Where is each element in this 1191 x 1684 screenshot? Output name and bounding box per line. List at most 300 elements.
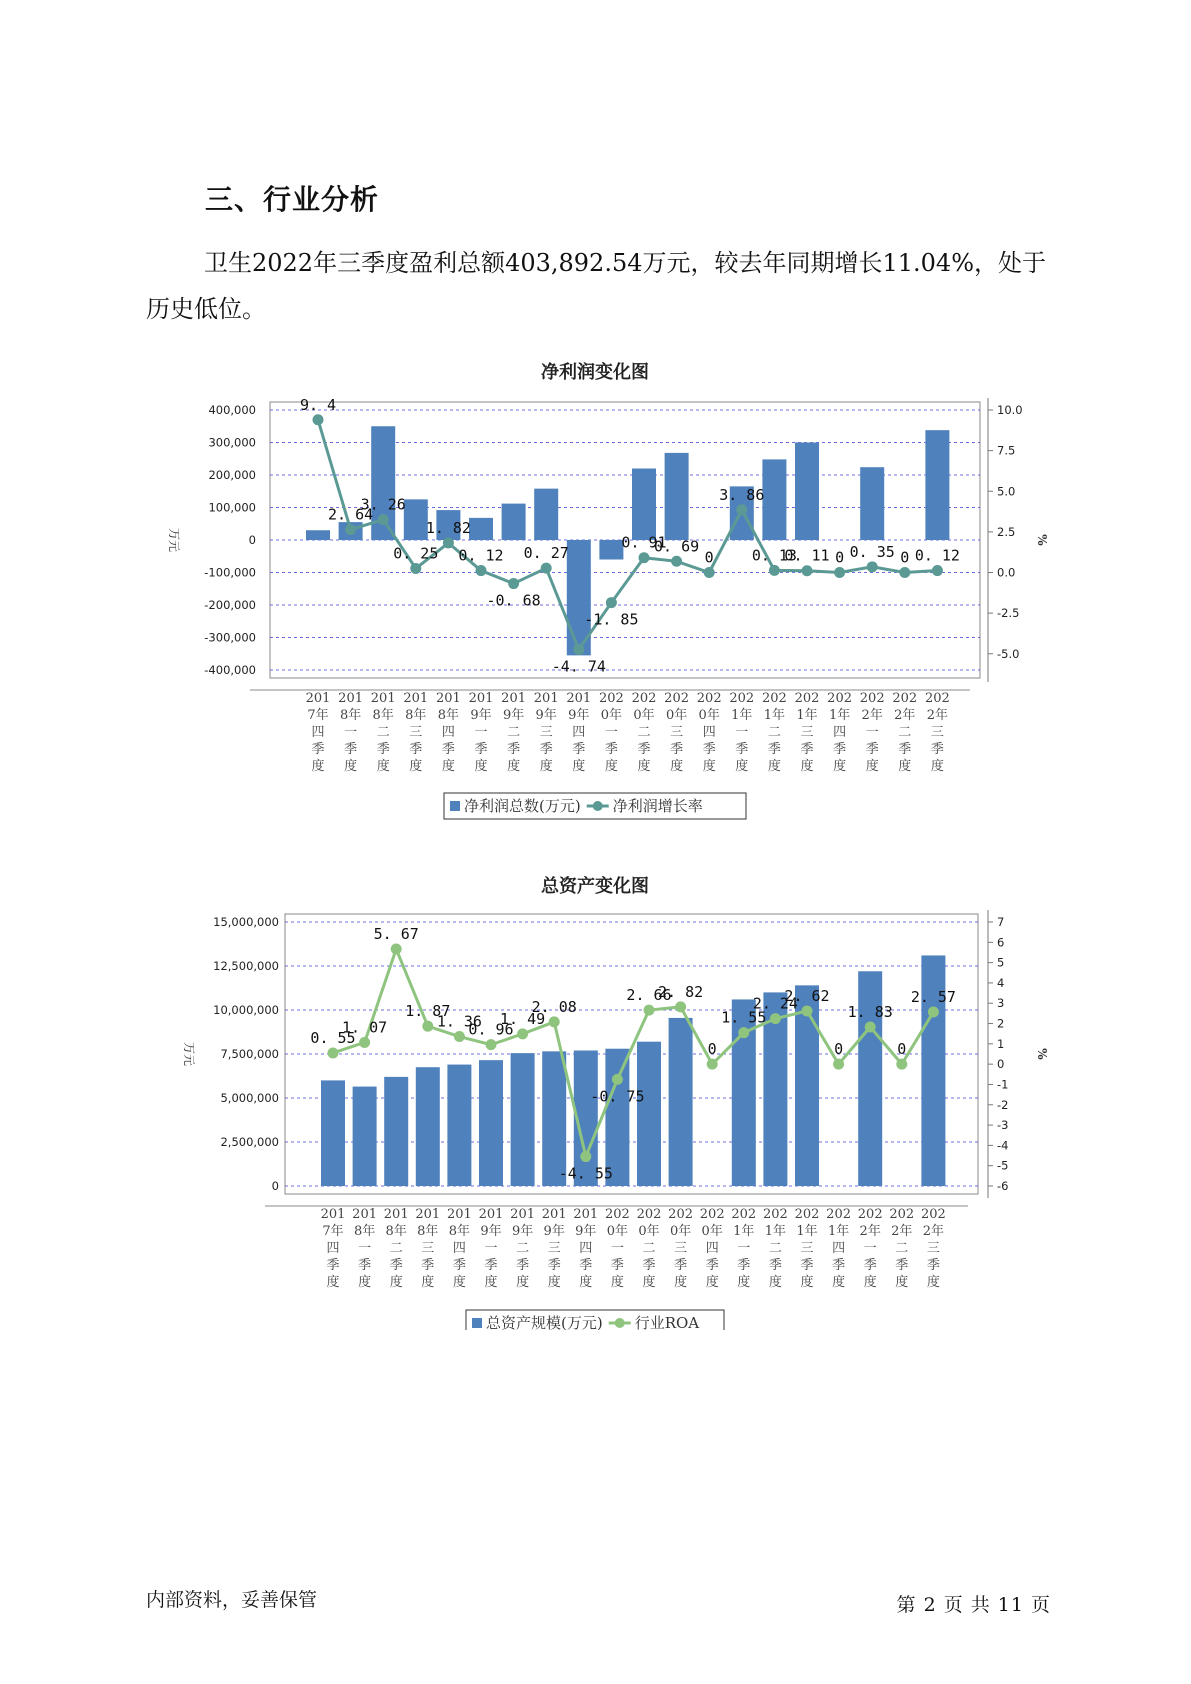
x-tick-label: 季 bbox=[516, 1258, 530, 1273]
x-tick-label: 二 bbox=[516, 1241, 530, 1256]
x-tick-label: 2年 bbox=[891, 1224, 913, 1239]
y-tick-label: 12,500,000 bbox=[213, 959, 279, 973]
line-point bbox=[707, 1059, 718, 1070]
x-tick-label: 季 bbox=[767, 742, 781, 757]
bar bbox=[384, 1077, 408, 1186]
bar bbox=[632, 469, 656, 541]
x-tick-label: 201 bbox=[320, 1207, 346, 1222]
y-tick-label: -200,000 bbox=[204, 598, 256, 612]
bar bbox=[321, 1080, 345, 1186]
x-tick-label: 季 bbox=[358, 1258, 372, 1273]
chart-title: 净利润变化图 bbox=[541, 362, 649, 383]
x-tick-label: 2年 bbox=[861, 708, 883, 723]
x-tick-label: 度 bbox=[452, 1275, 466, 1290]
x-tick-label: 季 bbox=[484, 1258, 498, 1273]
x-tick-label: 季 bbox=[926, 1258, 940, 1273]
chart-svg bbox=[0, 860, 1191, 1330]
data-label: 2. 64 bbox=[328, 505, 374, 524]
x-tick-label: 度 bbox=[737, 1275, 751, 1290]
bar bbox=[534, 489, 558, 540]
x-tick-label: 202 bbox=[729, 691, 755, 706]
x-tick-label: 度 bbox=[610, 1275, 624, 1290]
y-tick-label: 100,000 bbox=[208, 500, 256, 515]
x-tick-label: 8年 bbox=[353, 1224, 376, 1239]
data-label: 1. 36 bbox=[436, 1012, 482, 1031]
x-tick-label: 202 bbox=[631, 691, 657, 706]
x-tick-label: 季 bbox=[674, 1258, 688, 1273]
x-tick-label: 季 bbox=[832, 1258, 846, 1273]
y2-tick-label: -6 bbox=[997, 1179, 1009, 1193]
x-tick-label: 0年 bbox=[701, 1224, 723, 1239]
x-tick-label: 度 bbox=[389, 1275, 403, 1290]
x-tick-label: 度 bbox=[930, 759, 944, 774]
x-tick-label: 季 bbox=[898, 742, 912, 757]
y-tick-label: 300,000 bbox=[208, 435, 256, 450]
bar bbox=[599, 540, 623, 560]
x-tick-label: 度 bbox=[516, 1275, 530, 1290]
x-tick-label: 度 bbox=[642, 1275, 656, 1290]
x-tick-label: 一 bbox=[484, 1241, 498, 1256]
x-tick-label: 度 bbox=[800, 759, 814, 774]
x-tick-label: 季 bbox=[409, 742, 423, 757]
data-label: 2. 57 bbox=[910, 987, 956, 1006]
x-tick-label: 度 bbox=[832, 1275, 846, 1290]
x-tick-label: 度 bbox=[735, 759, 749, 774]
data-label: 0. 13 bbox=[751, 546, 797, 565]
line-point bbox=[476, 565, 487, 576]
x-tick-label: 季 bbox=[326, 1258, 340, 1273]
x-tick-label: 二 bbox=[895, 1241, 909, 1256]
x-tick-label: 季 bbox=[344, 742, 358, 757]
x-tick-label: 度 bbox=[705, 1275, 719, 1290]
x-tick-label: 季 bbox=[376, 742, 390, 757]
y2-tick-label: -1 bbox=[997, 1077, 1009, 1092]
x-tick-label: 一 bbox=[358, 1241, 372, 1256]
x-tick-label: 度 bbox=[833, 759, 847, 774]
x-tick-label: 度 bbox=[768, 1275, 782, 1290]
bar bbox=[795, 443, 819, 541]
y-tick-label: 2,500,000 bbox=[220, 1135, 279, 1149]
x-tick-label: 季 bbox=[452, 1258, 466, 1273]
x-tick-label: 四 bbox=[579, 1241, 593, 1256]
x-tick-label: 四 bbox=[326, 1241, 340, 1256]
data-label: 3. 86 bbox=[719, 485, 765, 504]
footer-confidential: 内部资料，妥善保管 bbox=[146, 1589, 318, 1611]
y2-axis-label: % bbox=[1035, 1048, 1049, 1060]
data-label: 1. 83 bbox=[847, 1002, 893, 1021]
x-tick-label: 202 bbox=[892, 691, 918, 706]
x-tick-label: 202 bbox=[636, 1207, 662, 1222]
y2-tick-label: 4 bbox=[997, 975, 1005, 990]
bar bbox=[511, 1053, 535, 1186]
data-label: 0. 96 bbox=[468, 1020, 514, 1039]
x-tick-label: 1年 bbox=[763, 708, 786, 723]
x-tick-label: 201 bbox=[305, 691, 331, 706]
x-tick-label: 季 bbox=[800, 742, 814, 757]
x-tick-label: 季 bbox=[441, 742, 455, 757]
x-tick-label: 201 bbox=[383, 1207, 409, 1222]
line-point bbox=[736, 504, 747, 515]
x-tick-label: 0年 bbox=[633, 708, 655, 723]
x-tick-label: 二 bbox=[767, 725, 781, 740]
line-point bbox=[738, 1027, 749, 1038]
x-tick-label: 二 bbox=[637, 725, 651, 740]
x-tick-label: 8年 bbox=[372, 708, 394, 723]
y2-tick-label: -5 bbox=[997, 1158, 1009, 1173]
legend-bar-swatch bbox=[450, 801, 460, 811]
line-point bbox=[644, 1005, 655, 1016]
x-tick-label: 度 bbox=[409, 759, 423, 774]
data-label: 0 bbox=[704, 548, 714, 567]
bar bbox=[479, 1060, 503, 1186]
total-assets-chart bbox=[0, 860, 1191, 1330]
x-tick-label: 7年 bbox=[307, 708, 329, 723]
section-title: 三、行业分析 bbox=[205, 183, 380, 216]
data-label: 1. 55 bbox=[721, 1008, 767, 1027]
data-label: -4. 74 bbox=[551, 657, 606, 676]
x-tick-label: 0年 bbox=[698, 708, 720, 723]
x-tick-label: 201 bbox=[501, 691, 527, 706]
x-tick-label: 9年 bbox=[470, 708, 492, 723]
x-tick-label: 0年 bbox=[606, 1224, 629, 1239]
x-tick-label: 一 bbox=[344, 725, 358, 740]
data-label: 0 bbox=[834, 1040, 844, 1059]
y-tick-label: -400,000 bbox=[204, 663, 256, 677]
bar bbox=[306, 530, 330, 540]
x-tick-label: 二 bbox=[642, 1241, 656, 1256]
x-tick-label: 度 bbox=[311, 759, 325, 774]
x-tick-label: 202 bbox=[664, 691, 690, 706]
x-tick-label: 度 bbox=[895, 1275, 909, 1290]
x-tick-label: 201 bbox=[338, 691, 364, 706]
y2-axis-label: % bbox=[1035, 534, 1049, 546]
x-tick-label: 202 bbox=[857, 1207, 883, 1222]
legend-bar-swatch bbox=[472, 1318, 482, 1328]
x-tick-label: 8年 bbox=[437, 708, 460, 723]
y-axis-label: 万元 bbox=[167, 527, 181, 553]
x-tick-label: 季 bbox=[421, 1258, 435, 1273]
bar bbox=[860, 467, 884, 540]
line-point bbox=[486, 1039, 497, 1050]
x-tick-label: 度 bbox=[604, 759, 618, 774]
x-tick-label: 度 bbox=[376, 759, 390, 774]
y-tick-label: 400,000 bbox=[208, 403, 256, 417]
x-tick-label: 度 bbox=[898, 759, 912, 774]
y-tick-label: 10,000,000 bbox=[213, 1003, 279, 1017]
x-tick-label: 1年 bbox=[764, 1224, 787, 1239]
x-tick-label: 2年 bbox=[922, 1224, 945, 1239]
x-tick-label: 度 bbox=[702, 759, 716, 774]
x-tick-label: 三 bbox=[409, 725, 423, 740]
x-tick-label: 8年 bbox=[417, 1224, 439, 1239]
y2-tick-label: 6 bbox=[997, 935, 1005, 950]
data-label: 2. 66 bbox=[626, 986, 672, 1005]
x-tick-label: 季 bbox=[833, 742, 847, 757]
line-point bbox=[508, 578, 519, 589]
y2-tick-label: -5.0 bbox=[997, 646, 1020, 661]
x-tick-label: 四 bbox=[833, 725, 847, 740]
bar bbox=[469, 518, 493, 540]
x-tick-label: 季 bbox=[863, 1258, 877, 1273]
data-label: 9. 4 bbox=[299, 395, 337, 414]
x-tick-label: 季 bbox=[670, 742, 684, 757]
x-tick-label: 二 bbox=[507, 725, 521, 740]
x-tick-label: 二 bbox=[768, 1241, 782, 1256]
x-tick-label: 202 bbox=[889, 1207, 915, 1222]
line-point bbox=[867, 561, 878, 572]
data-label: 5. 67 bbox=[373, 925, 419, 944]
data-label: 0 bbox=[707, 1040, 717, 1059]
x-tick-label: 季 bbox=[895, 1258, 909, 1273]
bar bbox=[447, 1065, 471, 1186]
bar bbox=[665, 453, 689, 540]
line-point bbox=[454, 1031, 465, 1042]
x-tick-label: 9年 bbox=[575, 1224, 597, 1239]
x-tick-label: 季 bbox=[474, 742, 488, 757]
y2-tick-label: 0 bbox=[997, 1057, 1005, 1072]
data-label: 0. 12 bbox=[458, 546, 504, 565]
data-label: 0 bbox=[897, 1040, 907, 1059]
x-tick-label: 度 bbox=[767, 759, 781, 774]
x-tick-label: 季 bbox=[702, 742, 716, 757]
data-label: 2. 82 bbox=[658, 982, 704, 1001]
x-tick-label: 度 bbox=[926, 1275, 940, 1290]
data-label: -0. 68 bbox=[486, 591, 541, 610]
y2-tick-label: -2 bbox=[997, 1097, 1009, 1112]
x-tick-label: 202 bbox=[696, 691, 722, 706]
legend-line-marker bbox=[615, 1318, 625, 1328]
line-point bbox=[410, 563, 421, 574]
y2-tick-label: 5 bbox=[997, 955, 1005, 970]
x-tick-label: 201 bbox=[370, 691, 396, 706]
x-tick-label: 季 bbox=[735, 742, 749, 757]
x-tick-label: 度 bbox=[539, 759, 553, 774]
legend-bar-label: 总资产规模(万元) bbox=[486, 1314, 603, 1330]
y2-tick-label: 1 bbox=[997, 1036, 1005, 1051]
data-label: -0. 75 bbox=[590, 1087, 645, 1106]
chart-svg bbox=[0, 350, 1191, 820]
bar bbox=[762, 459, 786, 540]
line-point bbox=[834, 567, 845, 578]
x-tick-label: 度 bbox=[441, 759, 455, 774]
line-point bbox=[833, 1059, 844, 1070]
x-tick-label: 9年 bbox=[502, 708, 525, 723]
x-tick-label: 9年 bbox=[535, 708, 557, 723]
x-tick-label: 1年 bbox=[731, 708, 753, 723]
net-profit-chart bbox=[0, 350, 1191, 820]
x-tick-label: 一 bbox=[610, 1241, 624, 1256]
x-tick-label: 0年 bbox=[669, 1224, 692, 1239]
x-tick-label: 度 bbox=[572, 759, 586, 774]
data-label: -1. 85 bbox=[584, 610, 639, 629]
x-tick-label: 度 bbox=[800, 1275, 814, 1290]
line-point bbox=[639, 552, 650, 563]
x-tick-label: 一 bbox=[474, 725, 488, 740]
x-tick-label: 季 bbox=[865, 742, 879, 757]
x-tick-label: 季 bbox=[705, 1258, 719, 1273]
x-tick-label: 季 bbox=[507, 742, 521, 757]
line-point bbox=[606, 597, 617, 608]
line-point bbox=[359, 1037, 370, 1048]
data-label: 0. 27 bbox=[523, 544, 569, 563]
bar bbox=[502, 504, 526, 540]
x-tick-label: 一 bbox=[863, 1241, 877, 1256]
x-tick-label: 202 bbox=[794, 691, 820, 706]
bar bbox=[416, 1067, 440, 1186]
line-point bbox=[899, 567, 910, 578]
x-tick-label: 季 bbox=[547, 1258, 561, 1273]
bar bbox=[353, 1087, 377, 1186]
x-tick-label: 三 bbox=[930, 725, 944, 740]
x-tick-label: 2年 bbox=[926, 708, 949, 723]
line-point bbox=[671, 556, 682, 567]
x-tick-label: 三 bbox=[800, 725, 814, 740]
x-tick-label: 季 bbox=[572, 742, 586, 757]
y-tick-label: -300,000 bbox=[204, 630, 256, 645]
x-tick-label: 季 bbox=[604, 742, 618, 757]
x-tick-label: 8年 bbox=[385, 1224, 407, 1239]
x-tick-label: 202 bbox=[761, 691, 787, 706]
line-point bbox=[896, 1059, 907, 1070]
x-tick-label: 一 bbox=[865, 725, 879, 740]
x-tick-label: 201 bbox=[566, 691, 592, 706]
x-tick-label: 202 bbox=[826, 1207, 852, 1222]
line-point bbox=[802, 565, 813, 576]
y2-tick-label: 3 bbox=[997, 996, 1005, 1011]
x-tick-label: 201 bbox=[478, 1207, 504, 1222]
x-tick-label: 季 bbox=[610, 1258, 624, 1273]
x-tick-label: 度 bbox=[547, 1275, 561, 1290]
x-tick-label: 四 bbox=[452, 1241, 466, 1256]
data-label: 1. 07 bbox=[342, 1018, 388, 1037]
x-tick-label: 202 bbox=[604, 1207, 630, 1222]
x-tick-label: 三 bbox=[800, 1241, 814, 1256]
x-tick-label: 三 bbox=[926, 1241, 940, 1256]
x-tick-label: 三 bbox=[674, 1241, 688, 1256]
x-tick-label: 201 bbox=[446, 1207, 472, 1222]
line-point bbox=[612, 1074, 623, 1085]
x-tick-label: 0年 bbox=[638, 1224, 660, 1239]
line-point bbox=[549, 1016, 560, 1027]
x-tick-label: 9年 bbox=[568, 708, 590, 723]
x-tick-label: 1年 bbox=[828, 708, 851, 723]
line-point bbox=[422, 1021, 433, 1032]
x-tick-label: 9年 bbox=[543, 1224, 565, 1239]
y-tick-label: 0 bbox=[248, 533, 256, 547]
line-point bbox=[580, 1151, 591, 1162]
data-label: 0 bbox=[900, 548, 910, 567]
x-tick-label: 202 bbox=[598, 691, 624, 706]
data-label: 0 bbox=[835, 548, 845, 567]
x-tick-label: 四 bbox=[572, 725, 586, 740]
line-point bbox=[932, 565, 943, 576]
data-label: -4. 55 bbox=[558, 1164, 613, 1183]
x-tick-label: 四 bbox=[702, 725, 716, 740]
line-point bbox=[541, 563, 552, 574]
x-tick-label: 0年 bbox=[600, 708, 623, 723]
x-tick-label: 度 bbox=[326, 1275, 340, 1290]
x-tick-label: 度 bbox=[421, 1275, 435, 1290]
x-tick-label: 一 bbox=[604, 725, 618, 740]
x-tick-label: 7年 bbox=[322, 1224, 344, 1239]
y-tick-label: -100,000 bbox=[204, 565, 256, 580]
x-tick-label: 季 bbox=[800, 1258, 814, 1273]
x-tick-label: 201 bbox=[533, 691, 559, 706]
data-label: 1. 49 bbox=[500, 1009, 546, 1028]
y2-tick-label: 7 bbox=[997, 915, 1005, 929]
x-tick-label: 201 bbox=[468, 691, 494, 706]
x-tick-label: 度 bbox=[637, 759, 651, 774]
y2-tick-label: 2 bbox=[997, 1016, 1005, 1031]
bar bbox=[669, 1018, 693, 1186]
data-label: 2. 24 bbox=[752, 994, 798, 1013]
x-tick-label: 四 bbox=[311, 725, 325, 740]
x-tick-label: 一 bbox=[737, 1241, 751, 1256]
x-tick-label: 季 bbox=[930, 742, 944, 757]
y2-tick-label: 7.5 bbox=[997, 443, 1016, 458]
x-tick-label: 三 bbox=[670, 725, 684, 740]
x-tick-label: 202 bbox=[920, 1207, 946, 1222]
x-tick-label: 2年 bbox=[894, 708, 916, 723]
x-tick-label: 8年 bbox=[405, 708, 427, 723]
x-tick-label: 201 bbox=[415, 1207, 441, 1222]
y2-tick-label: 0.0 bbox=[997, 565, 1016, 580]
x-tick-label: 1年 bbox=[796, 1224, 818, 1239]
bar bbox=[404, 499, 428, 540]
line-point bbox=[865, 1021, 876, 1032]
x-tick-label: 9年 bbox=[480, 1224, 502, 1239]
data-label: 3. 26 bbox=[360, 495, 406, 514]
y2-tick-label: 5.0 bbox=[997, 484, 1016, 499]
data-label: 1. 82 bbox=[425, 518, 471, 537]
data-label: 0. 12 bbox=[914, 546, 960, 565]
x-tick-label: 一 bbox=[735, 725, 749, 740]
x-tick-label: 三 bbox=[421, 1241, 435, 1256]
x-tick-label: 1年 bbox=[827, 1224, 850, 1239]
x-tick-label: 202 bbox=[762, 1207, 788, 1222]
y-tick-label: 7,500,000 bbox=[220, 1047, 279, 1061]
x-tick-label: 201 bbox=[435, 691, 461, 706]
x-tick-label: 201 bbox=[403, 691, 429, 706]
x-tick-label: 季 bbox=[579, 1258, 593, 1273]
x-tick-label: 202 bbox=[827, 691, 853, 706]
x-tick-label: 度 bbox=[865, 759, 879, 774]
y-tick-label: 15,000,000 bbox=[213, 915, 279, 929]
x-tick-label: 度 bbox=[358, 1275, 372, 1290]
x-tick-label: 二 bbox=[389, 1241, 403, 1256]
x-tick-label: 季 bbox=[737, 1258, 751, 1273]
legend-line-label: 净利润增长率 bbox=[612, 797, 703, 815]
x-tick-label: 度 bbox=[474, 759, 488, 774]
line-point bbox=[391, 944, 402, 955]
line-point bbox=[573, 644, 584, 655]
data-label: 0. 55 bbox=[310, 1028, 356, 1047]
line-point bbox=[378, 514, 389, 525]
y-tick-label: 5,000,000 bbox=[220, 1091, 279, 1105]
x-tick-label: 三 bbox=[539, 725, 553, 740]
x-tick-label: 2年 bbox=[859, 1224, 881, 1239]
x-tick-label: 四 bbox=[832, 1241, 846, 1256]
line-point bbox=[769, 565, 780, 576]
x-tick-label: 0年 bbox=[665, 708, 688, 723]
x-tick-label: 8年 bbox=[448, 1224, 471, 1239]
data-label: 0. 25 bbox=[393, 544, 439, 563]
x-tick-label: 季 bbox=[539, 742, 553, 757]
x-tick-label: 度 bbox=[507, 759, 521, 774]
data-label: 2. 08 bbox=[531, 997, 577, 1016]
x-tick-label: 9年 bbox=[511, 1224, 534, 1239]
line-point bbox=[675, 1001, 686, 1012]
